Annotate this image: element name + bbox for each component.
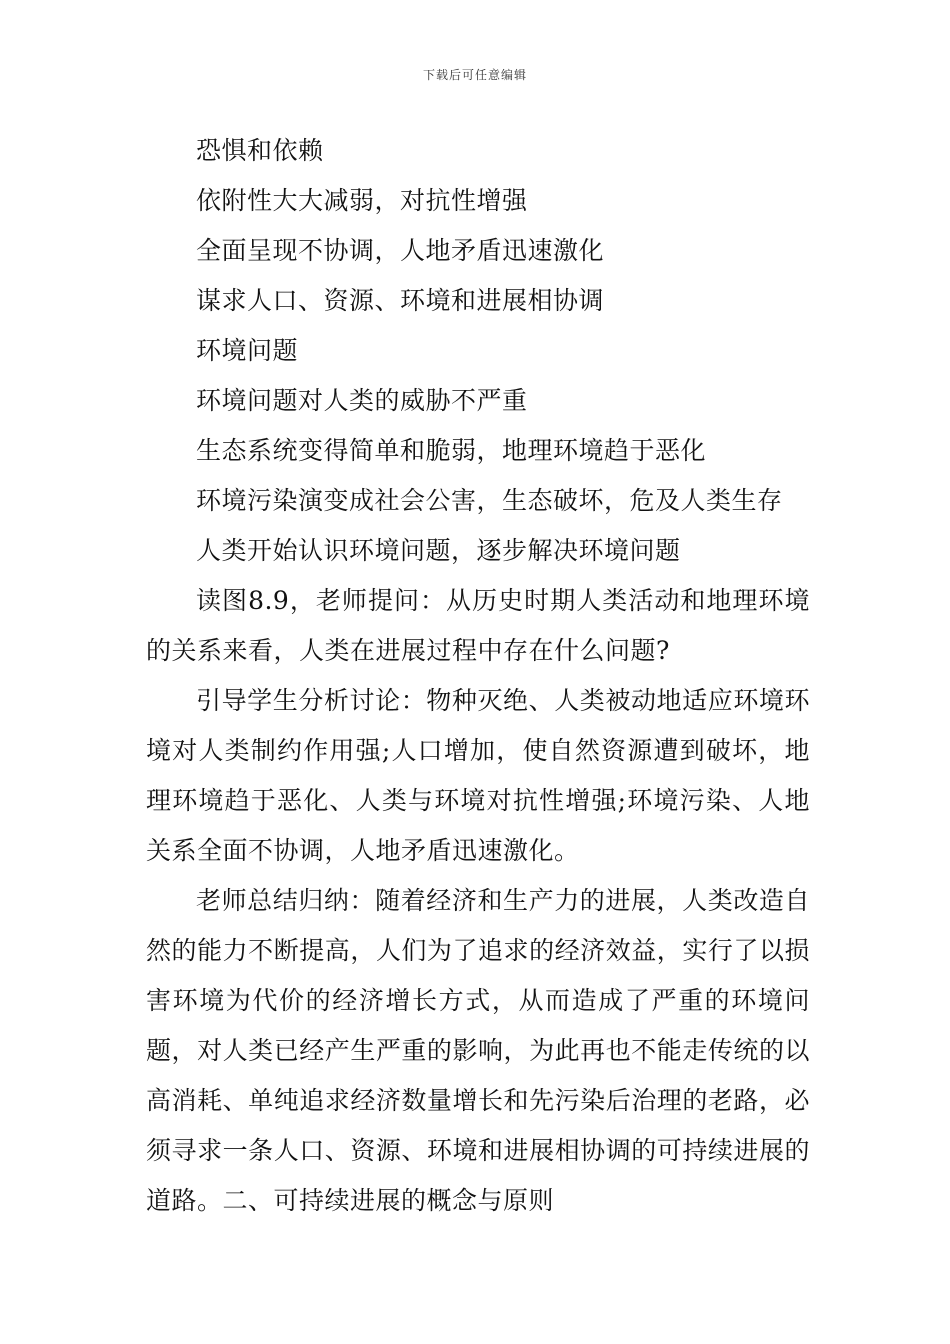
text-line: 谋求人口、资源、环境和进展相协调 bbox=[196, 286, 605, 315]
paragraph-discussion: 引导学生分析讨论：物种灭绝、人类被动地适应环境环境对人类制约作用强;人口增加，使自然资源遭到破坏，地理环境趋于恶化、人类与环境对抗性增强;环境污染、人地关系全面不协调，人地矛盾迅速激化。 bbox=[146, 686, 810, 865]
paragraph-summary: 老师总结归纳：随着经济和生产力的进展，人类改造自然的能力不断提高，人们为了追求的经济效益，实行了以损害环境为代价的经济增长方式，从而造成了严重的环境问题，对人类已经产生严重的影响，为此再也不能走传统的以高消耗、单纯追求经济数量增长和先污染后治理的老路，必须寻求一条人口、资源、环境和进展相协调的可持续进展的道路。二、可持续进展的概念与原则 bbox=[146, 886, 810, 1215]
text-line: 依附性大大减弱，对抗性增强 bbox=[196, 186, 528, 215]
body-text bbox=[146, 126, 810, 1226]
text-line: 恐惧和依赖 bbox=[196, 136, 324, 165]
text-line: 环境问题对人类的威胁不严重 bbox=[196, 386, 528, 415]
text-line: 生态系统变得简单和脆弱，地理环境趋于恶化 bbox=[196, 436, 707, 465]
text-line: 全面呈现不协调，人地矛盾迅速激化 bbox=[196, 236, 605, 265]
text-line: 人类开始认识环境问题，逐步解决环境问题 bbox=[196, 536, 681, 565]
text-line: 环境问题 bbox=[196, 336, 299, 365]
header-note: 下载后可任意编辑 bbox=[422, 68, 527, 82]
text-line: 环境污染演变成社会公害，生态破坏，危及人类生存 bbox=[196, 486, 783, 515]
paragraph-question: 读图8.9，老师提问：从历史时期人类活动和地理环境的关系来看，人类在进展过程中存在什么问题? bbox=[146, 586, 810, 665]
